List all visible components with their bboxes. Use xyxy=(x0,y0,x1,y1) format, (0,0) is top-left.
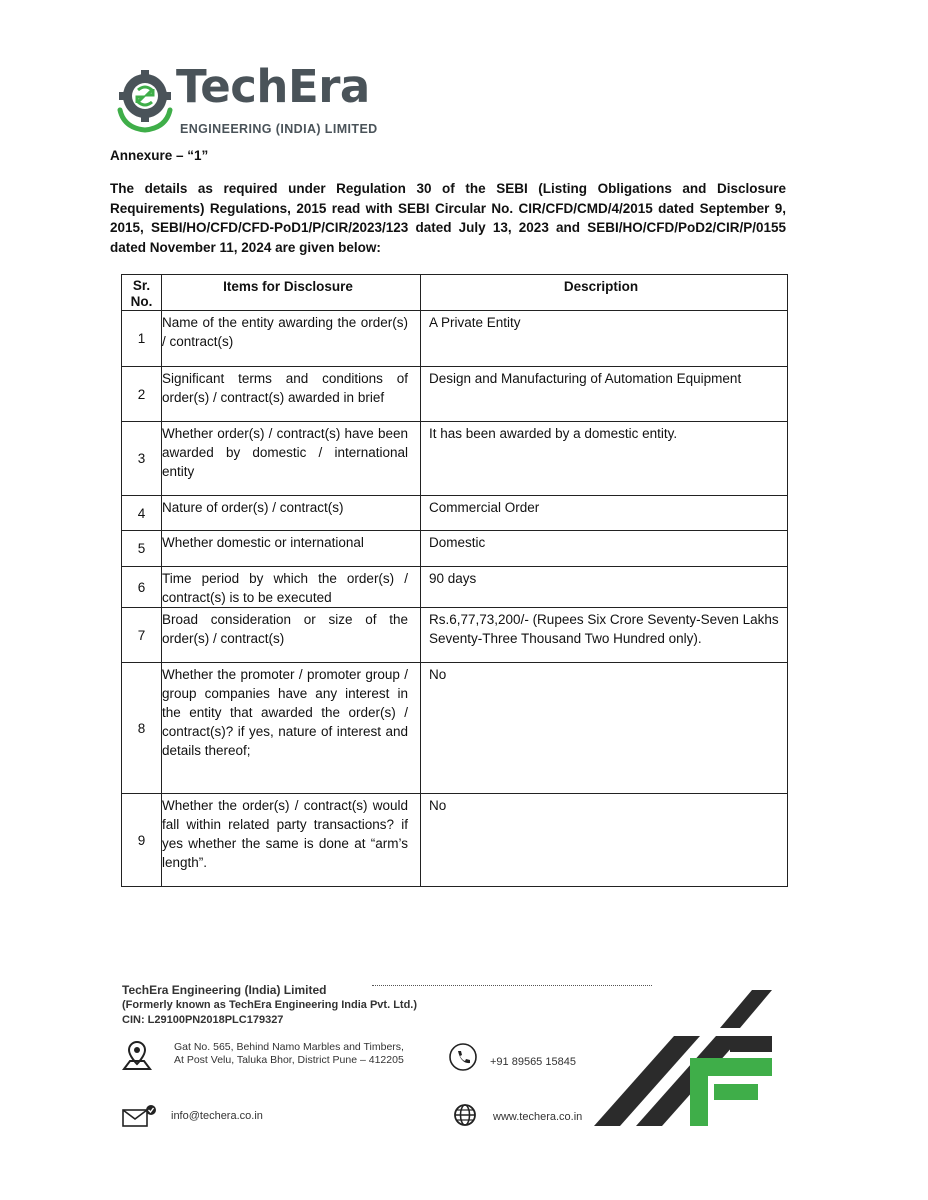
footer-divider xyxy=(372,985,652,986)
header-items: Items for Disclosure xyxy=(162,275,421,311)
decorative-stripes-graphic xyxy=(590,988,780,1128)
row-description: 90 days xyxy=(421,567,788,608)
table-row xyxy=(122,567,788,608)
location-pin-icon xyxy=(120,1038,154,1072)
row-item: Whether the order(s) / contract(s) would fall within related party transactions? if yes whether the same is done at “arm’s length”. xyxy=(162,794,421,887)
row-description: No xyxy=(421,794,788,887)
row-description: It has been awarded by a domestic entity. xyxy=(421,422,788,496)
header-description: Description xyxy=(421,275,788,311)
table-row xyxy=(122,608,788,663)
table-row xyxy=(122,794,788,887)
footer-phone: +91 89565 15845 xyxy=(490,1056,576,1068)
row-item: Significant terms and conditions of order(s) / contract(s) awarded in brief xyxy=(162,367,421,422)
table-row xyxy=(122,367,788,422)
globe-icon xyxy=(452,1102,478,1128)
row-sr: 8 xyxy=(122,663,162,794)
intro-paragraph: The details as required under Regulation 30 of the SEBI (Listing Obligations and Disclosure Requirements) Regulations, 2015 read with SEBI Circular No. CIR/CFD/CMD/4/2015 dated September 9, 2015, SEBI/HO/CFD/CFD-PoD1/P/CIR/2023/123 dated July 13, 2023 and SEBI/HO/CFD/PoD2/CIR/P/0155 dated November 11, 2024 are given below: xyxy=(110,181,786,255)
row-item: Broad consideration or size of the order(s) / contract(s) xyxy=(162,608,421,663)
footer-address-line1: Gat No. 565, Behind Namo Marbles and Timbers, xyxy=(174,1041,404,1053)
disclosure-table xyxy=(121,274,788,887)
row-description: A Private Entity xyxy=(421,311,788,367)
row-sr: 9 xyxy=(122,794,162,887)
company-logo xyxy=(116,60,386,140)
row-sr: 7 xyxy=(122,608,162,663)
footer-address xyxy=(174,1041,404,1067)
table-row xyxy=(122,663,788,794)
row-sr: 3 xyxy=(122,422,162,496)
table-row xyxy=(122,311,788,367)
footer-formerly: (Formerly known as TechEra Engineering India Pvt. Ltd.) xyxy=(122,999,418,1011)
table-row xyxy=(122,422,788,496)
row-description: Commercial Order xyxy=(421,496,788,531)
brand-subtitle: ENGINEERING (INDIA) LIMITED xyxy=(180,122,378,136)
table-row xyxy=(122,496,788,531)
row-sr: 1 xyxy=(122,311,162,367)
row-item: Nature of order(s) / contract(s) xyxy=(162,496,421,531)
row-item: Whether the promoter / promoter group / group companies have any interest in the entity that awarded the order(s) / contract(s)? if yes, nature of interest and details thereof; xyxy=(162,663,421,794)
row-item: Time period by which the order(s) / contract(s) is to be executed xyxy=(162,567,421,608)
row-item: Name of the entity awarding the order(s) / contract(s) xyxy=(162,311,421,367)
annexure-title: Annexure – “1” xyxy=(110,148,209,163)
footer-cin: CIN: L29100PN2018PLC179327 xyxy=(122,1014,284,1026)
header-sr-no: Sr. No. xyxy=(122,275,162,311)
letterhead-footer xyxy=(0,970,928,1200)
row-description: Design and Manufacturing of Automation Equipment xyxy=(421,367,788,422)
footer-company-name: TechEra Engineering (India) Limited xyxy=(122,983,327,997)
row-item: Whether order(s) / contract(s) have been awarded by domestic / international entity xyxy=(162,422,421,496)
row-description: No xyxy=(421,663,788,794)
email-icon xyxy=(120,1102,160,1132)
row-sr: 6 xyxy=(122,567,162,608)
footer-address-line2: At Post Velu, Taluka Bhor, District Pune – 412205 xyxy=(174,1054,404,1066)
table-row xyxy=(122,531,788,567)
row-item: Whether domestic or international xyxy=(162,531,421,567)
footer-email[interactable]: info@techera.co.in xyxy=(171,1110,263,1122)
row-description: Rs.6,77,73,200/- (Rupees Six Crore Seventy-Seven Lakhs Seventy-Three Thousand Two Hundred only). xyxy=(421,608,788,663)
footer-website[interactable]: www.techera.co.in xyxy=(493,1111,583,1123)
row-sr: 4 xyxy=(122,496,162,531)
row-sr: 5 xyxy=(122,531,162,567)
table-header-row xyxy=(122,275,788,311)
brand-name: TechEra xyxy=(176,60,370,113)
phone-icon xyxy=(448,1042,478,1072)
gear-hands-logo-icon xyxy=(116,66,174,136)
row-sr: 2 xyxy=(122,367,162,422)
row-description: Domestic xyxy=(421,531,788,567)
